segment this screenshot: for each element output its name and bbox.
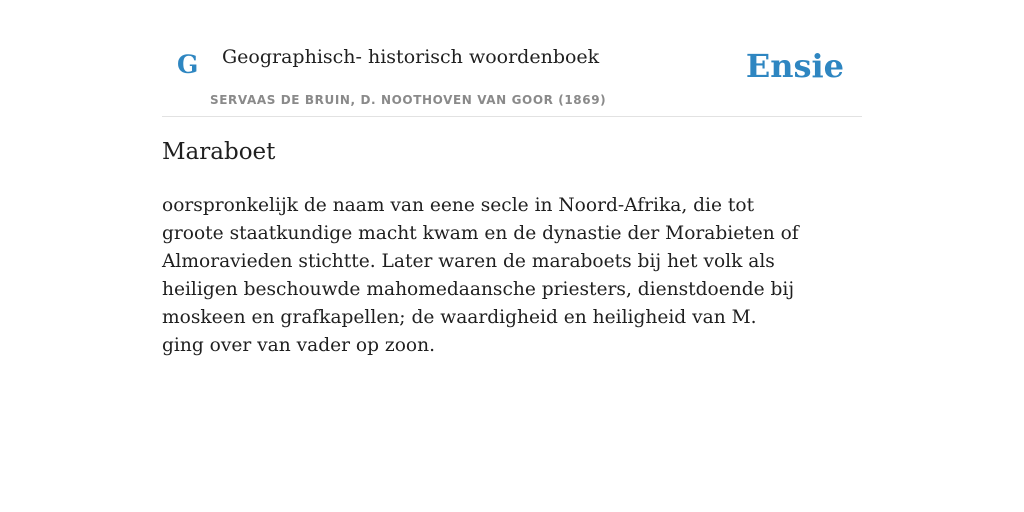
ensie-logo-link[interactable]: Ensie bbox=[745, 47, 844, 85]
book-header bbox=[162, 30, 862, 117]
book-title[interactable]: Geographisch- historisch woordenboek bbox=[222, 46, 600, 68]
book-letter-icon[interactable]: G bbox=[177, 50, 199, 79]
book-authors: SERVAAS DE BRUIN, D. NOOTHOVEN VAN GOOR (1869) bbox=[210, 93, 607, 107]
entry-body: oorspronkelijk de naam van eene secle in Noord-Afrika, die tot groote staatkundige macht kwam en de dynastie der Morabieten of Almoravieden stichtte. Later waren de maraboets bij het volk als heiligen beschouwde mahomedaansche priesters, dienstdoende bij moskeen en grafkapellen; de waardigheid en heiligheid van M. ging over van vader op zoon. bbox=[162, 195, 799, 356]
entry-title: Maraboet bbox=[162, 139, 276, 165]
